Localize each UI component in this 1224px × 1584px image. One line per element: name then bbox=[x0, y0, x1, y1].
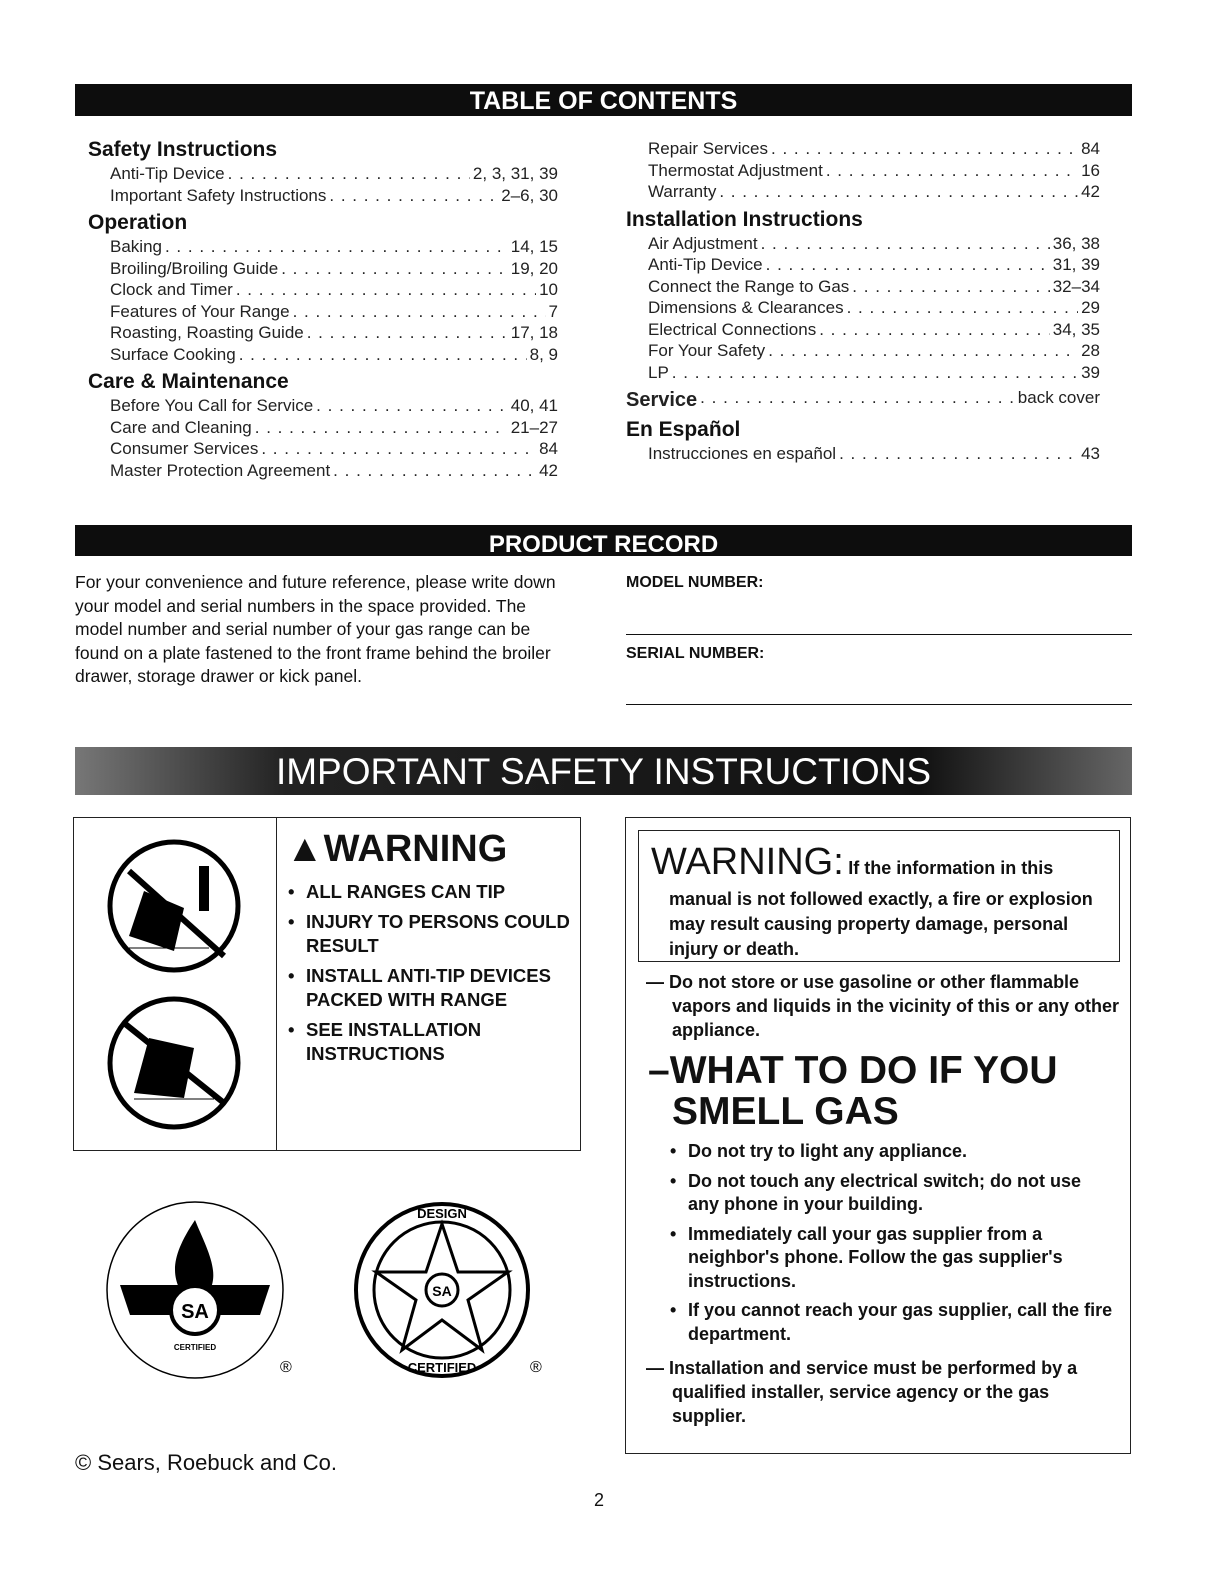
serial-number-label: SERIAL NUMBER: bbox=[626, 645, 765, 662]
toc-entry-label: Consumer Services bbox=[110, 439, 259, 458]
no-tipping-icon-2 bbox=[104, 993, 244, 1133]
toc-page: 34, 35 bbox=[1052, 319, 1100, 339]
toc-entry[interactable] bbox=[88, 258, 558, 280]
toc-left-column bbox=[88, 137, 558, 481]
page-number: 2 bbox=[594, 1490, 605, 1510]
leader-dots bbox=[819, 319, 1050, 341]
toc-page: 84 bbox=[1081, 139, 1100, 158]
toc-page: 43 bbox=[1081, 444, 1100, 463]
toc-page: 2–6, 30 bbox=[501, 185, 558, 205]
toc-page: 84 bbox=[539, 439, 558, 458]
leader-dots bbox=[700, 387, 1015, 413]
leader-dots bbox=[281, 258, 508, 280]
toc-entry-label: Air Adjustment bbox=[648, 233, 758, 253]
toc-right-column bbox=[626, 138, 1100, 465]
leader-dots bbox=[766, 254, 1050, 276]
gas-warning-lead: If the information in this bbox=[848, 858, 1054, 878]
toc-entry-label: LP bbox=[648, 362, 669, 382]
svg-text:®: ® bbox=[280, 1359, 292, 1376]
leader-dots bbox=[761, 233, 1050, 255]
toc-entry-label: Thermostat Adjustment bbox=[648, 160, 823, 180]
tip-warning-item: • SEE INSTALLATION INSTRUCTIONS bbox=[284, 1018, 574, 1066]
tip-warning-list bbox=[284, 880, 574, 1072]
svg-text:®: ® bbox=[530, 1359, 542, 1376]
toc-entry[interactable] bbox=[88, 344, 558, 366]
toc-section-heading: Service bbox=[626, 389, 698, 411]
leader-dots bbox=[239, 344, 527, 366]
toc-entry-label: Baking bbox=[110, 237, 162, 256]
toc-entry-label: Repair Services bbox=[648, 139, 768, 158]
gas-warning-inner-box bbox=[638, 830, 1120, 962]
toc-page: 32–34 bbox=[1052, 276, 1100, 296]
smell-gas-title: –WHAT TO DO IF YOU SMELL GAS bbox=[648, 1049, 1058, 1133]
toc-entry-label: For Your Safety bbox=[648, 341, 766, 360]
toc-page: 17, 18 bbox=[510, 323, 558, 342]
leader-dots bbox=[316, 395, 508, 417]
toc-entry-label: Connect the Range to Gas bbox=[648, 276, 850, 296]
warning-triangle-icon: ▲ bbox=[286, 828, 324, 870]
gas-warning-text: manual is not followed exactly, a fire or explosion may result causing property damage, personal injury or death. bbox=[669, 889, 1093, 959]
toc-entry-label: Roasting, Roasting Guide bbox=[110, 323, 304, 342]
toc-section-heading: Operation bbox=[88, 211, 188, 234]
gasoline-warning: — Do not store or use gasoline or other flammable vapors and liquids in the vicinity of this or any other appliance. bbox=[646, 972, 1120, 1040]
toc-entry[interactable] bbox=[88, 279, 558, 301]
toc-page: 40, 41 bbox=[510, 396, 558, 415]
tip-warning-title: ▲WARNING bbox=[286, 828, 508, 870]
svg-text:CERTIFIED: CERTIFIED bbox=[407, 1360, 477, 1375]
toc-entry-label: Instrucciones en español bbox=[648, 444, 837, 463]
leader-dots bbox=[768, 340, 1078, 362]
toc-section-heading: Safety Instructions bbox=[88, 138, 278, 161]
leader-dots bbox=[307, 322, 508, 344]
toc-entry[interactable] bbox=[626, 340, 1100, 362]
toc-entry[interactable] bbox=[626, 138, 1100, 160]
product-record-text: For your convenience and future reference, please write down your model and serial numbers in the space provided. The model number and serial number of your gas range can be found on a plate fastened to the front frame behind the broiler drawer, storage drawer or kick panel. bbox=[75, 572, 556, 686]
leader-dots bbox=[672, 362, 1078, 384]
toc-section-heading: Installation Instructions bbox=[626, 207, 863, 231]
tip-warning-item: • INJURY TO PERSONS COULD RESULT bbox=[284, 910, 574, 958]
safety-header: IMPORTANT SAFETY INSTRUCTIONS bbox=[75, 747, 1132, 795]
toc-section-heading: Care & Maintenance bbox=[88, 370, 289, 393]
toc-page: 28 bbox=[1081, 341, 1100, 360]
toc-page: 19, 20 bbox=[510, 258, 558, 278]
svg-text:DESIGN: DESIGN bbox=[417, 1206, 467, 1221]
toc-entry[interactable] bbox=[626, 319, 1100, 341]
toc-page: 21–27 bbox=[510, 417, 558, 437]
gas-warning-box bbox=[625, 817, 1131, 1454]
toc-entry[interactable] bbox=[88, 236, 558, 258]
toc-page: 39 bbox=[1081, 362, 1100, 382]
toc-entry[interactable] bbox=[626, 233, 1100, 255]
toc-page: 8, 9 bbox=[529, 344, 558, 364]
leader-dots bbox=[261, 438, 536, 460]
model-number-line[interactable] bbox=[626, 634, 1132, 635]
toc-entry[interactable] bbox=[626, 254, 1100, 276]
toc-section-heading: En Español bbox=[626, 418, 741, 441]
toc-page: 2, 3, 31, 39 bbox=[472, 164, 558, 183]
toc-entry[interactable] bbox=[626, 362, 1100, 384]
toc-entry-label: Features of Your Range bbox=[110, 301, 290, 321]
toc-section-entry bbox=[626, 387, 1100, 413]
svg-text:SA: SA bbox=[181, 1301, 209, 1323]
leader-dots bbox=[293, 301, 546, 323]
smell-gas-list bbox=[666, 1140, 1116, 1352]
smell-gas-item: • Do not touch any electrical switch; do not use any phone in your building. bbox=[666, 1170, 1116, 1217]
toc-page: 16 bbox=[1081, 160, 1100, 180]
tip-warning-box bbox=[73, 817, 581, 1151]
no-tipping-icon bbox=[104, 836, 244, 976]
leader-dots bbox=[333, 460, 536, 482]
tip-warning-item: • INSTALL ANTI-TIP DEVICES PACKED WITH RANGE bbox=[284, 964, 574, 1012]
toc-page: 42 bbox=[539, 460, 558, 480]
csa-certified-logo bbox=[100, 1200, 300, 1385]
toc-entry[interactable] bbox=[626, 160, 1100, 182]
toc-page: 36, 38 bbox=[1052, 233, 1100, 253]
leader-dots bbox=[165, 236, 508, 258]
toc-entry-label: Dimensions & Clearances bbox=[648, 298, 844, 317]
svg-text:CERTIFIED: CERTIFIED bbox=[173, 1343, 217, 1352]
toc-entry-label: Surface Cooking bbox=[110, 344, 236, 364]
toc-entry-label: Electrical Connections bbox=[648, 319, 817, 339]
toc-entry-label: Anti-Tip Device bbox=[110, 164, 225, 183]
smell-gas-item: • Do not try to light any appliance. bbox=[666, 1140, 1116, 1164]
model-number-label: MODEL NUMBER: bbox=[626, 574, 764, 591]
toc-page: 14, 15 bbox=[510, 237, 558, 256]
toc-entry[interactable] bbox=[88, 460, 558, 482]
leader-dots bbox=[255, 417, 508, 439]
toc-entry[interactable] bbox=[626, 276, 1100, 298]
toc-entry-label: Clock and Timer bbox=[110, 280, 233, 299]
toc-entry-label: Important Safety Instructions bbox=[110, 185, 327, 205]
smell-gas-item: • If you cannot reach your gas supplier, call the fire department. bbox=[666, 1299, 1116, 1346]
toc-entry[interactable] bbox=[626, 443, 1100, 465]
toc-page: 7 bbox=[548, 301, 558, 321]
svg-text:SA: SA bbox=[432, 1283, 452, 1299]
copyright: © Sears, Roebuck and Co. bbox=[75, 1450, 338, 1475]
toc-entry[interactable] bbox=[88, 163, 558, 185]
toc-entry[interactable] bbox=[88, 417, 558, 439]
toc-entry-label: Care and Cleaning bbox=[110, 417, 252, 437]
toc-entry[interactable] bbox=[88, 322, 558, 344]
toc-entry-label: Broiling/Broiling Guide bbox=[110, 258, 279, 278]
gas-warning-title: WARNING: bbox=[651, 841, 844, 883]
toc-page: 29 bbox=[1081, 298, 1100, 317]
leader-dots bbox=[771, 138, 1078, 160]
leader-dots bbox=[236, 279, 536, 301]
toc-page: 31, 39 bbox=[1052, 255, 1100, 274]
leader-dots bbox=[852, 276, 1049, 298]
leader-dots bbox=[826, 160, 1078, 182]
serial-number-line[interactable] bbox=[626, 704, 1132, 705]
toc-entry-label: Before You Call for Service bbox=[110, 396, 314, 415]
leader-dots bbox=[839, 443, 1078, 465]
toc-entry-label: Anti-Tip Device bbox=[648, 255, 763, 274]
leader-dots bbox=[329, 185, 498, 207]
toc-entry-label: Warranty bbox=[648, 182, 717, 201]
toc-entry[interactable] bbox=[626, 297, 1100, 319]
toc-entry[interactable] bbox=[88, 301, 558, 323]
leader-dots bbox=[228, 163, 470, 185]
csa-design-certified-logo bbox=[350, 1200, 550, 1385]
installation-warning: — Installation and service must be performed by a qualified installer, service agency or the gas supplier. bbox=[646, 1358, 1078, 1426]
toc-entry[interactable] bbox=[88, 438, 558, 460]
toc-entry[interactable] bbox=[626, 181, 1100, 203]
toc-page: back cover bbox=[1017, 388, 1100, 407]
tip-warning-item: • ALL RANGES CAN TIP bbox=[284, 880, 574, 904]
toc-entry[interactable] bbox=[88, 185, 558, 207]
toc-page: 10 bbox=[539, 280, 558, 299]
smell-gas-item: • Immediately call your gas supplier from a neighbor's phone. Follow the gas supplier's instructions. bbox=[666, 1223, 1116, 1294]
leader-dots bbox=[719, 181, 1078, 203]
product-record-header: PRODUCT RECORD bbox=[75, 525, 1132, 556]
toc-header: TABLE OF CONTENTS bbox=[75, 84, 1132, 116]
toc-entry-label: Master Protection Agreement bbox=[110, 460, 331, 480]
toc-page: 42 bbox=[1081, 182, 1100, 201]
leader-dots bbox=[847, 297, 1078, 319]
toc-entry[interactable] bbox=[88, 395, 558, 417]
